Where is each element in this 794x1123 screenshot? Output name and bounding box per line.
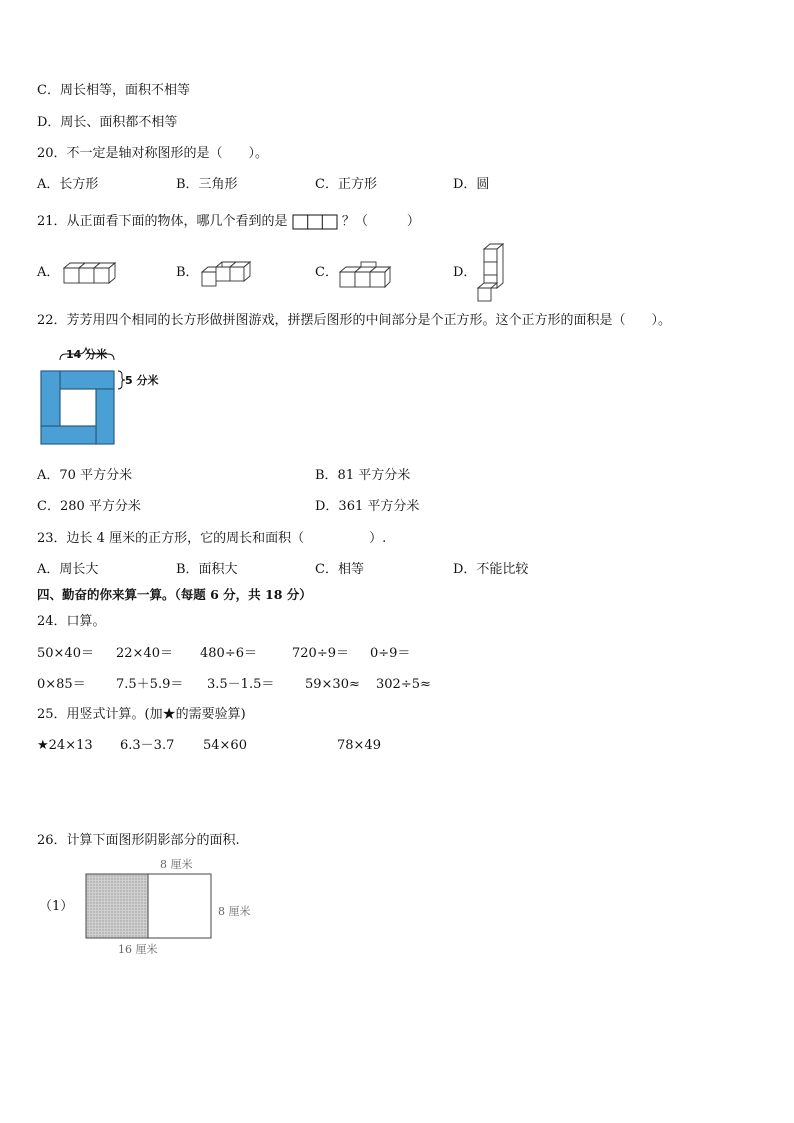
- q23-stem: 23．边长 4 厘米的正方形，它的周长和面积（ ）.: [37, 531, 387, 546]
- q21-figure-b-cubes: [200, 255, 252, 289]
- q26-right-label: 8 厘米: [218, 905, 251, 918]
- q24-item: 720÷9＝: [292, 646, 349, 661]
- q21-option-a: A．: [37, 265, 60, 280]
- q24-item: 7.5＋5.9＝: [116, 677, 184, 692]
- q25-item: 54×60: [203, 738, 247, 753]
- q23-option-d: D．不能比较: [453, 562, 529, 577]
- q20-stem: 20．不一定是轴对称图形的是（ ）。: [37, 146, 269, 161]
- q23-option-b: B．面积大: [176, 562, 238, 577]
- q24-item: 0×85＝: [37, 677, 86, 692]
- q21-figure-c-cubes: [338, 260, 392, 290]
- q22-option-c: C．280 平方分米: [37, 499, 141, 514]
- q20-option-a: A．长方形: [37, 177, 99, 192]
- q21-stem-before: 21．从正面看下面的物体，哪几个看到的是: [37, 214, 288, 229]
- q19-option-c: C．周长相等，面积不相等: [37, 83, 190, 98]
- q24-item: 302÷5≈: [376, 677, 431, 692]
- q20-option-c: C．正方形: [315, 177, 377, 192]
- q25-stem: 25．用竖式计算。(加★的需要验算): [37, 707, 246, 722]
- q25-item: 78×49: [337, 738, 381, 753]
- q22-option-a: A．70 平方分米: [37, 468, 133, 483]
- q22-option-d: D．361 平方分米: [315, 499, 420, 514]
- q21-stem-after: ？（ ）: [341, 214, 420, 229]
- q26-top-label: 8 厘米: [160, 858, 193, 871]
- q21-option-c: C．: [315, 265, 338, 280]
- q24-item: 59×30≈: [305, 677, 360, 692]
- q24-stem: 24．口算。: [37, 614, 106, 629]
- q26-bottom-label: 16 厘米: [118, 943, 158, 956]
- q21-stem: [37, 213, 420, 231]
- q20-option-d: D．圆: [453, 177, 490, 192]
- q26-stem: 26．计算下面图形阴影部分的面积.: [37, 833, 240, 848]
- q24-item: 50×40＝: [37, 646, 94, 661]
- q21-option-b: B．: [176, 265, 199, 280]
- three-square-row-icon: [292, 214, 338, 230]
- q22-top-dimension-label: 14 分米: [66, 348, 108, 361]
- section-4-title: 四、勤奋的你来算一算。（每题 6 分，共 18 分）: [37, 587, 312, 602]
- q22-option-b: B．81 平方分米: [315, 468, 411, 483]
- q25-item: ★24×13: [37, 738, 93, 753]
- q25-item: 6.3－3.7: [120, 738, 175, 753]
- q21-figure-d-cubes: [476, 243, 506, 303]
- q23-option-a: A．周长大: [37, 562, 99, 577]
- q21-option-d: D．: [453, 265, 477, 280]
- q24-item: 0÷9＝: [370, 646, 411, 661]
- q20-option-b: B．三角形: [176, 177, 238, 192]
- q23-option-c: C．相等: [315, 562, 364, 577]
- q22-stem: 22．芳芳用四个相同的长方形做拼图游戏，拼摆后图形的中间部分是个正方形。这个正方形的面积是（ ）。: [37, 313, 672, 328]
- q24-item: 22×40＝: [116, 646, 173, 661]
- q21-figure-a-cubes: [62, 258, 120, 288]
- q26-part-label: （1）: [39, 899, 74, 914]
- q26-shaded-figure: [84, 872, 214, 940]
- q24-item: 3.5－1.5＝: [207, 677, 275, 692]
- q19-option-d: D．周长、面积都不相等: [37, 115, 178, 130]
- q24-item: 480÷6＝: [200, 646, 257, 661]
- q22-side-dimension-label: 5 分米: [125, 374, 159, 387]
